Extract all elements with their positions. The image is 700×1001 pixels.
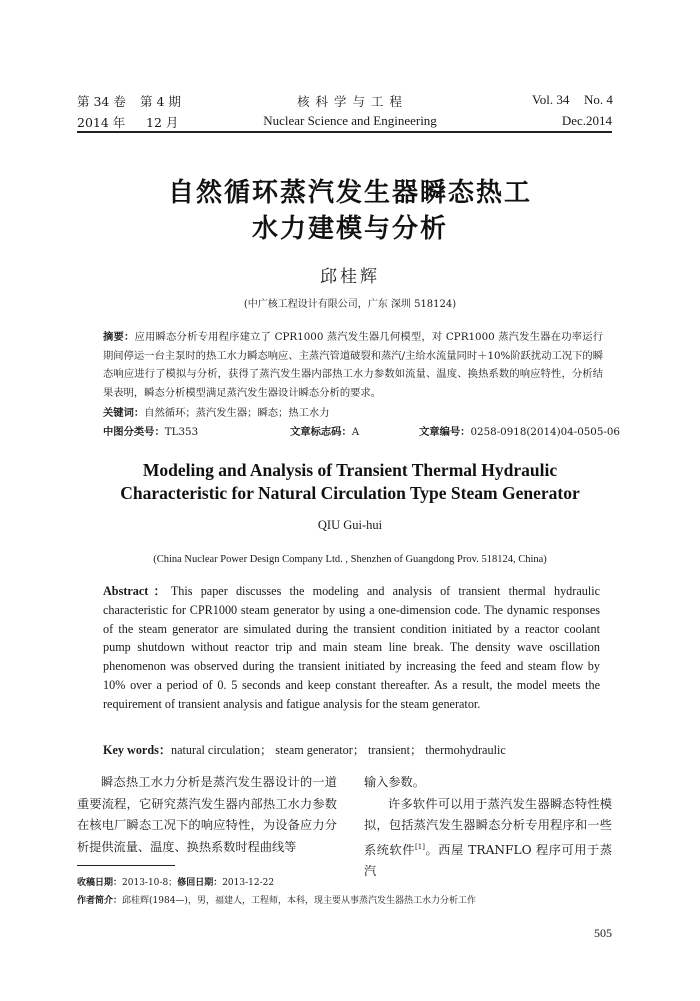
doc-code-label: 文章标志码： <box>290 426 352 438</box>
received-label: 收稿日期： <box>77 878 123 888</box>
header-volume-cn: 第 34 卷 <box>77 94 126 109</box>
footnote-rule <box>77 865 175 866</box>
clc-label: 中图分类号： <box>103 426 165 438</box>
keywords-en <box>103 741 600 758</box>
abstract-cn <box>103 328 603 402</box>
abstract-en-text: This paper discusses the modeling and analysis of transient thermal hydraulic characteristic for CPR1000 steam generator by using a one-dimension code. The dynamic responses of the steam generator are simulated during the transient condition initiated by a reactor coolant pump shutdown without reactor trip and main steam line break. The density wave oscillation phenomenon was observed during the transient initiated by increasing the feed and steam flow by 10% over a period of 0. 5 seconds and keep constant thereafter. As a result, the model meets the requirement of transient analysis and fatigue analysis for the steam generator. <box>103 584 601 711</box>
header-no-en: No. 4 <box>584 92 613 107</box>
body-right-line1: 输入参数。 <box>364 775 425 789</box>
footnote-dates <box>77 875 274 888</box>
bio-label: 作者简介： <box>77 896 123 906</box>
article-number <box>419 423 620 438</box>
article-number-value: 0258-0918(2014)04-0505-06 <box>470 426 620 438</box>
body-right-line2: 许多软件可以用于蒸汽发生器瞬态特性模拟，包括蒸汽发生器瞬态分析专用程序和一些系统软件 <box>364 796 612 857</box>
title-en-line1: Modeling and Analysis of Transient Thermal Hydraulic <box>142 460 558 480</box>
title-cn-line2: 水力建模与分析 <box>251 214 448 244</box>
abstract-en <box>103 582 600 714</box>
article-number-label: 文章编号： <box>419 426 471 438</box>
keywords-cn-label: 关键词： <box>103 407 145 419</box>
header-month-cn: 12 月 <box>146 115 179 130</box>
header-date-en: Dec.2014 <box>561 113 612 128</box>
title-en-line2: Characteristic for Natural Circulation Type Steam Generator <box>120 483 580 503</box>
doc-code-value: A <box>351 426 360 438</box>
keywords-en-text: natural circulation； steam generator； transient； thermohydraulic <box>171 743 506 757</box>
body-right-column <box>364 772 612 883</box>
revised-value: 2013-12-22 <box>222 878 275 888</box>
abstract-cn-label: 摘要： <box>103 331 135 343</box>
affiliation-en: (China Nuclear Power Design Company Ltd. , Shenzhen of Guangdong Prov. 518124, China) <box>153 554 547 565</box>
header-rule <box>77 131 612 133</box>
author-cn: 邱桂辉 <box>320 267 380 287</box>
revised-label: 修回日期： <box>177 878 223 888</box>
page-number: 505 <box>594 926 612 940</box>
affiliation-cn: (中广核工程设计有限公司，广东 深圳 518124) <box>243 299 457 310</box>
clc-value: TL353 <box>164 426 199 438</box>
header-journal-cn: 核 科 学 与 工 程 <box>297 94 403 109</box>
body-left-column: 瞬态热工水力分析是蒸汽发生器设计的一道重要流程，它研究蒸汽发生器内部热工水力参数在核电厂瞬态工况下的响应特性，为设备应力分析提供流量、温度、换热系数时程曲线等 <box>77 775 337 854</box>
header-issue-cn: 第 4 期 <box>140 94 181 109</box>
keywords-cn <box>103 404 330 419</box>
body-right-line3: 。西屋 TRANFLO 程序可用于蒸汽 <box>364 842 613 879</box>
bio-value: 邱桂辉(1984—)，男，福建人，工程师，本科，现主要从事蒸汽发生器热工水力分析工作 <box>122 896 476 906</box>
clc-number <box>103 423 198 438</box>
author-en: QIU Gui-hui <box>317 518 383 532</box>
title-cn-line1: 自然循环蒸汽发生器瞬态热工 <box>167 178 532 208</box>
citation-ref[interactable]: [1] <box>415 842 425 851</box>
footnote-bio <box>77 893 476 906</box>
body-right-para2 <box>364 794 612 883</box>
abstract-cn-text: 应用瞬态分析专用程序建立了 CPR1000 蒸汽发生器几何模型，对 CPR1000 蒸汽发生器在功率运行期间停运一台主泵时的热工水力瞬态响应、主蒸汽管道破裂和蒸汽/主给水流量同时＋10%阶跃扰动工况下的瞬态响应进行了模拟与分析，获得了蒸汽发生器内部热工水力参数如流量、温度、换热系数的响应特性，分析结果表明，瞬态分析模型满足蒸汽发生器设计瞬态分析的要求。 <box>103 331 604 399</box>
keywords-en-label: Key words： <box>103 743 172 757</box>
header-year-cn: 2014 年 <box>77 115 126 130</box>
header-journal-en: Nuclear Science and Engineering <box>263 113 437 128</box>
keywords-cn-text: 自然循环；蒸汽发生器；瞬态；热工水力 <box>144 407 330 419</box>
doc-code <box>290 423 359 438</box>
header-vol-en: Vol. 34 <box>532 92 570 107</box>
abstract-en-label: Abstract： <box>103 584 171 598</box>
received-value: 2013-10-8； <box>122 878 178 888</box>
